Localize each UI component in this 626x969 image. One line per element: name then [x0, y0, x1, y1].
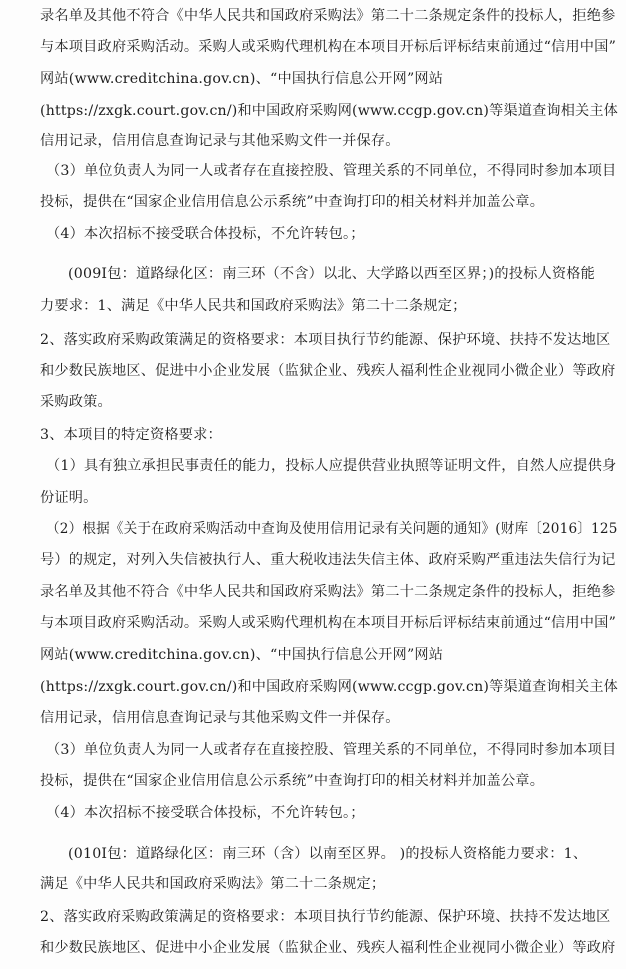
text-line: 采购政策。	[40, 394, 112, 410]
text-line: 与本项目政府采购活动。采购人或采购代理机构在本项目开标后评标结束前通过“信用中国”	[40, 39, 617, 55]
text-line: （4）本次招标不接受联合体投标，不允许转包。；	[46, 226, 365, 242]
text-line: （2）根据《关于在政府采购活动中查询及使用信用记录有关问题的通知》(财库〔2016〕125	[46, 521, 618, 537]
text-line: 3、本项目的特定资格要求：	[40, 427, 222, 443]
text-line: 2、落实政府采购政策满足的资格要求：本项目执行节约能源、保护环境、扶持不发达地区	[40, 332, 611, 348]
text-line: 份证明。	[40, 490, 98, 506]
text-line: (009I包：道路绿化区：南三环（不含）以北、大学路以西至区界；)的投标人资格能	[68, 266, 596, 282]
text-line: 网站(www.creditchina.gov.cn)、“中国执行信息公开网”网站	[40, 71, 444, 87]
text-line: 号）的规定，对列入失信被执行人、重大税收违法失信主体、政府采购严重违法失信行为记	[40, 552, 616, 568]
text-line: （3）单位负责人为同一人或者存在直接控股、管理关系的不同单位，不得同时参加本项目	[46, 742, 617, 758]
text-line: 和少数民族地区、促进中小企业发展（监狱企业、残疾人福利性企业视同小微企业）等政府	[40, 363, 616, 379]
text-line: （1）具有独立承担民事责任的能力，投标人应提供营业执照等证明文件，自然人应提供身	[46, 458, 617, 474]
text-line: (https://zxgk.court.gov.cn/)和中国政府采购网(www.ccgp.gov.cn)等渠道查询相关主体	[40, 103, 618, 119]
text-line: 2、落实政府采购政策满足的资格要求：本项目执行节约能源、保护环境、扶持不发达地区	[40, 909, 611, 925]
text-line: 和少数民族地区、促进中小企业发展（监狱企业、残疾人福利性企业视同小微企业）等政府	[40, 940, 616, 956]
text-line: （4）本次招标不接受联合体投标，不允许转包。；	[46, 805, 365, 821]
text-line: 录名单及其他不符合《中华人民共和国政府采购法》第二十二条规定条件的投标人，拒绝参	[40, 584, 616, 600]
text-line: 投标，提供在“国家企业信用信息公示系统”中查询打印的相关材料并加盖公章。	[40, 773, 545, 789]
text-line: （3）单位负责人为同一人或者存在直接控股、管理关系的不同单位，不得同时参加本项目	[46, 163, 617, 179]
text-line: (010I包：道路绿化区：南三环（含）以南至区界。 )的投标人资格能力要求：1、	[68, 846, 588, 862]
text-line: 信用记录，信用信息查询记录与其他采购文件一并保存。	[40, 710, 400, 726]
text-line: 满足《中华人民共和国政府采购法》第二十二条规定；	[40, 876, 386, 892]
text-line: 力要求：1、满足《中华人民共和国政府采购法》第二十二条规定；	[40, 298, 467, 314]
text-line: 投标，提供在“国家企业信用信息公示系统”中查询打印的相关材料并加盖公章。	[40, 194, 545, 210]
text-line: 信用记录，信用信息查询记录与其他采购文件一并保存。	[40, 133, 400, 149]
text-line: (https://zxgk.court.gov.cn/)和中国政府采购网(www.ccgp.gov.cn)等渠道查询相关主体	[40, 679, 618, 695]
text-line: 网站(www.creditchina.gov.cn)、“中国执行信息公开网”网站	[40, 647, 444, 663]
text-line: 录名单及其他不符合《中华人民共和国政府采购法》第二十二条规定条件的投标人，拒绝参	[40, 8, 616, 24]
text-line: 与本项目政府采购活动。采购人或采购代理机构在本项目开标后评标结束前通过“信用中国”	[40, 615, 617, 631]
